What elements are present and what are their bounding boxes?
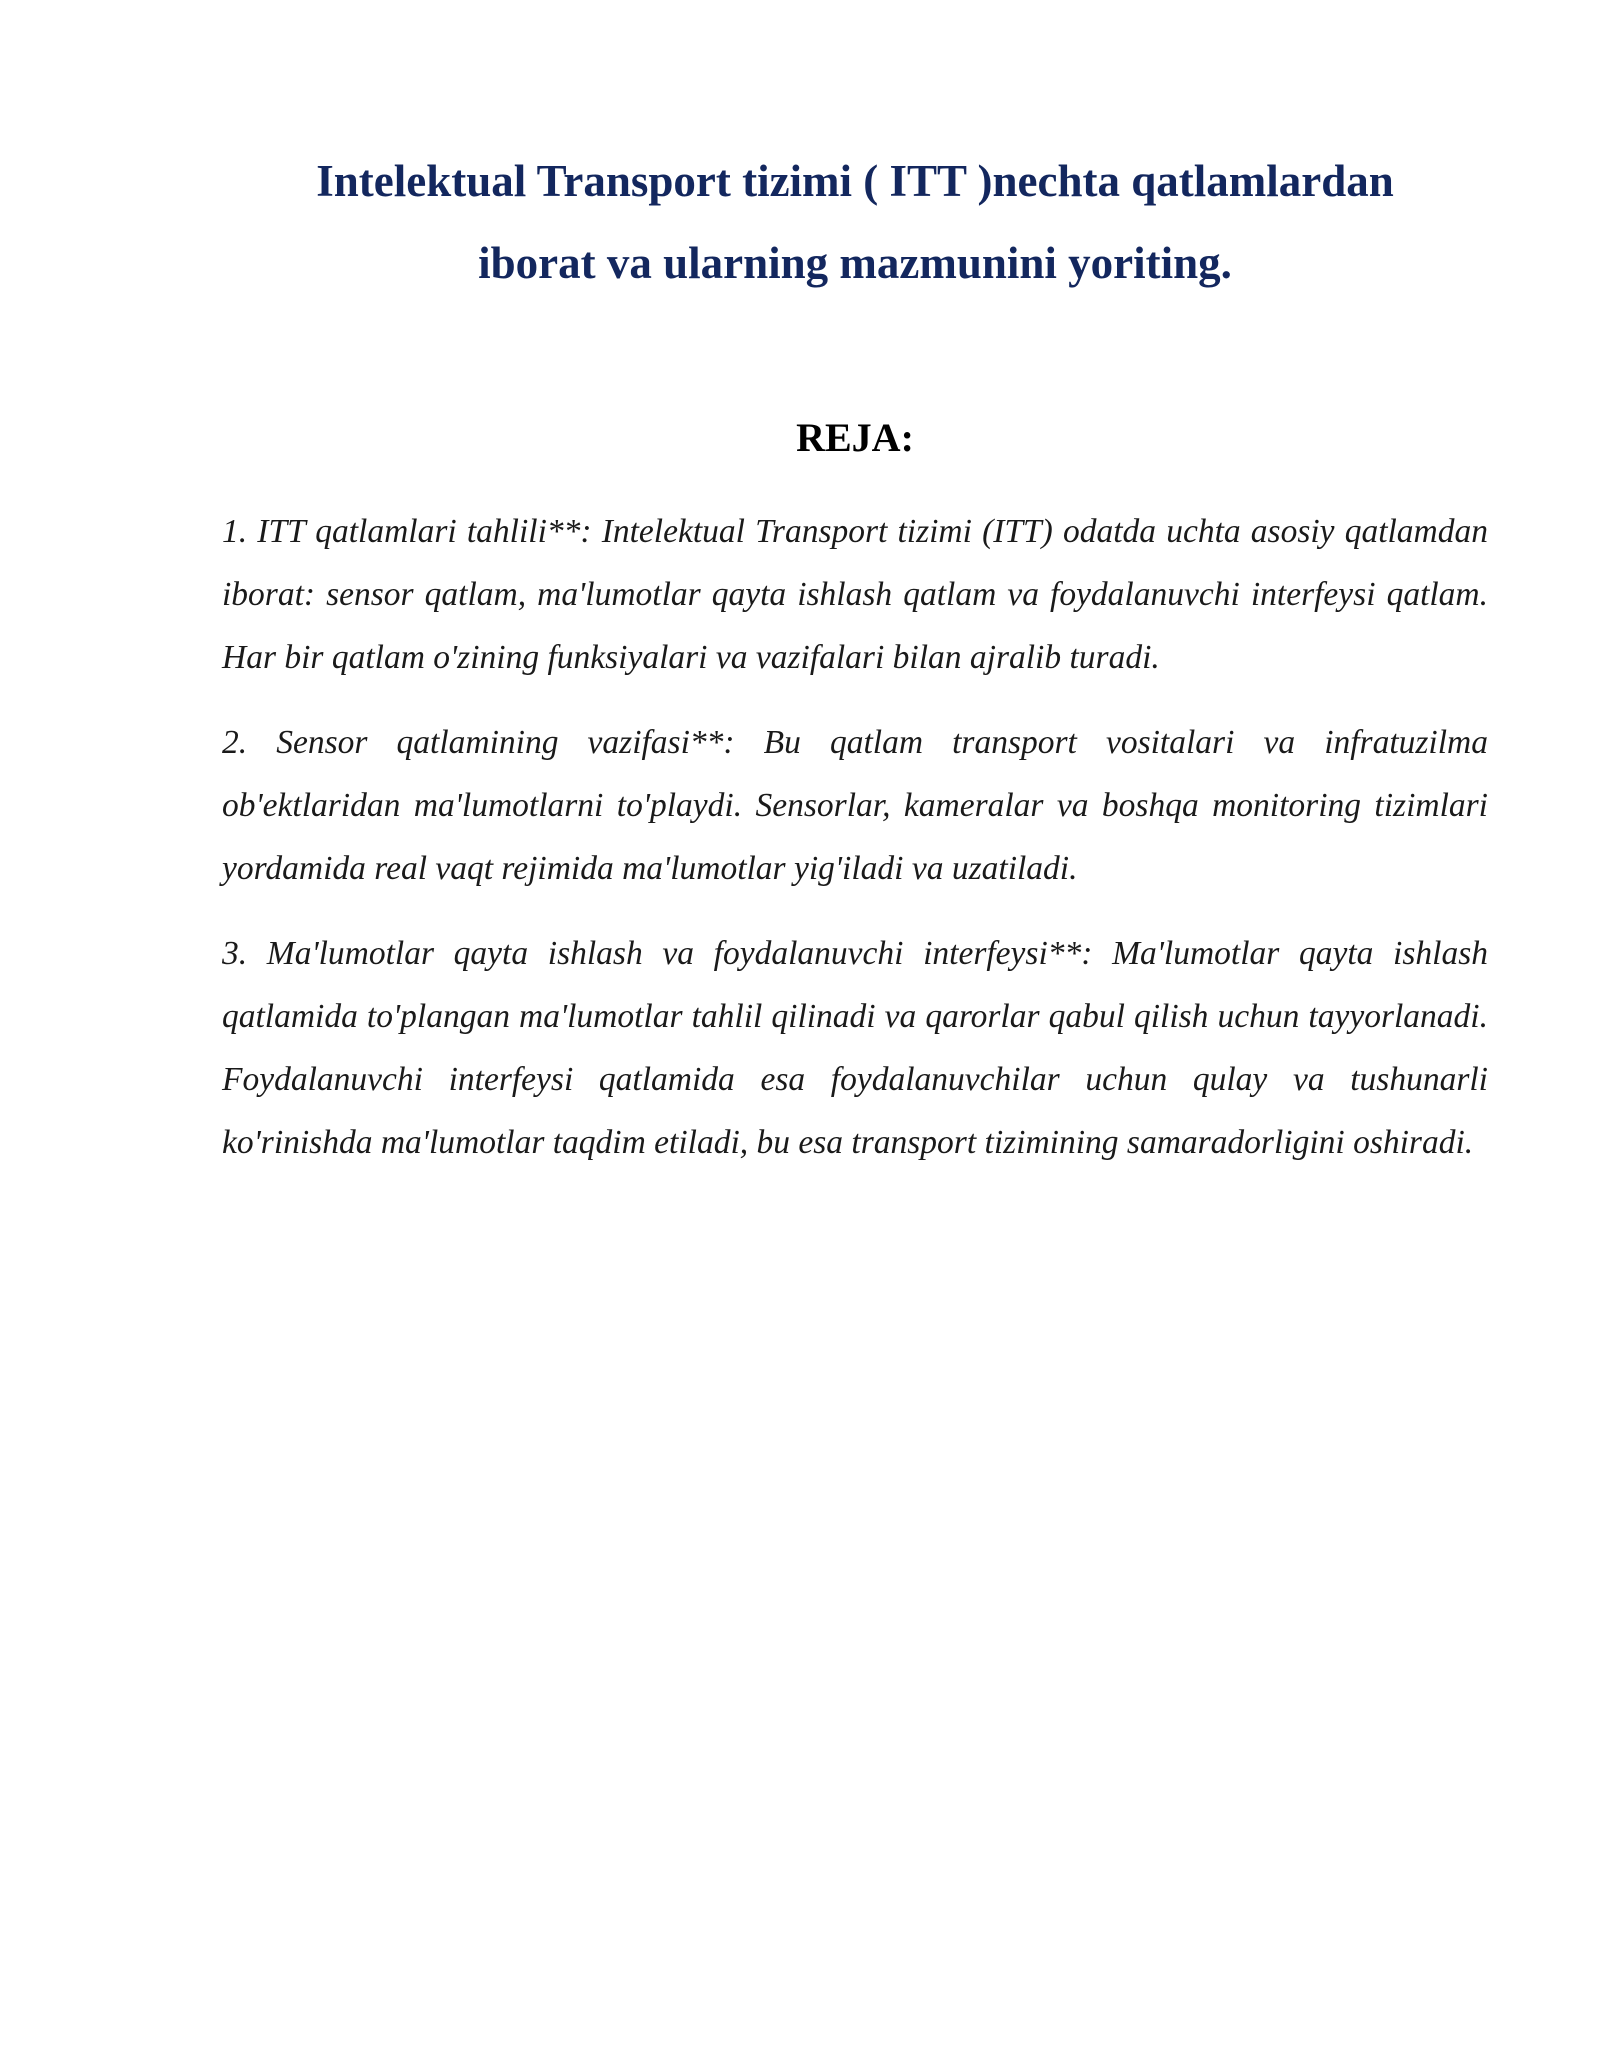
plan-list [222,500,1488,1196]
plan-item-3: 3. Ma'lumotlar qayta ishlash va foydalanuvchi interfeysi**: Ma'lumotlar qayta ishlash qatlamida to'plangan ma'lumotlar tahlil qilinadi va qarorlar qabul qilish uchun tayyorlanadi. Foydalanuvchi interfeysi qatlamida esa foydalanuvchilar uchun qulay va tushunarli ko'rinishda ma'lumotlar taqdim etiladi, bu esa transport tizimining samaradorligini oshiradi. [222,935,1488,1161]
document-title [210,140,1500,304]
plan-item-1: 1. ITT qatlamlari tahlili**: Intelektual Transport tizimi (ITT) odatda uchta asosiy qatlamdan iborat: sensor qatlam, ma'lumotlar qayta ishlash qatlam va foydalanuvchi interfeysi qatlam. Har bir qatlam o'zining funksiyalari va vazifalari bilan ajralib turadi. [222,513,1488,676]
document-title-line-2: iborat va ularning mazmunini yoriting. [478,238,1232,288]
document-title-line-1: Intelektual Transport tizimi ( ITT )nechta qatlamlardan [316,156,1394,206]
plan-heading: REJA: [796,415,914,460]
plan-item-2: 2. Sensor qatlamining vazifasi**: Bu qatlam transport vositalari va infratuzilma ob'ektlaridan ma'lumotlarni to'playdi. Sensorlar, kameralar va boshqa monitoring tizimlari yordamida real vaqt rejimida ma'lumotlar yig'iladi va uzatiladi. [222,724,1488,887]
